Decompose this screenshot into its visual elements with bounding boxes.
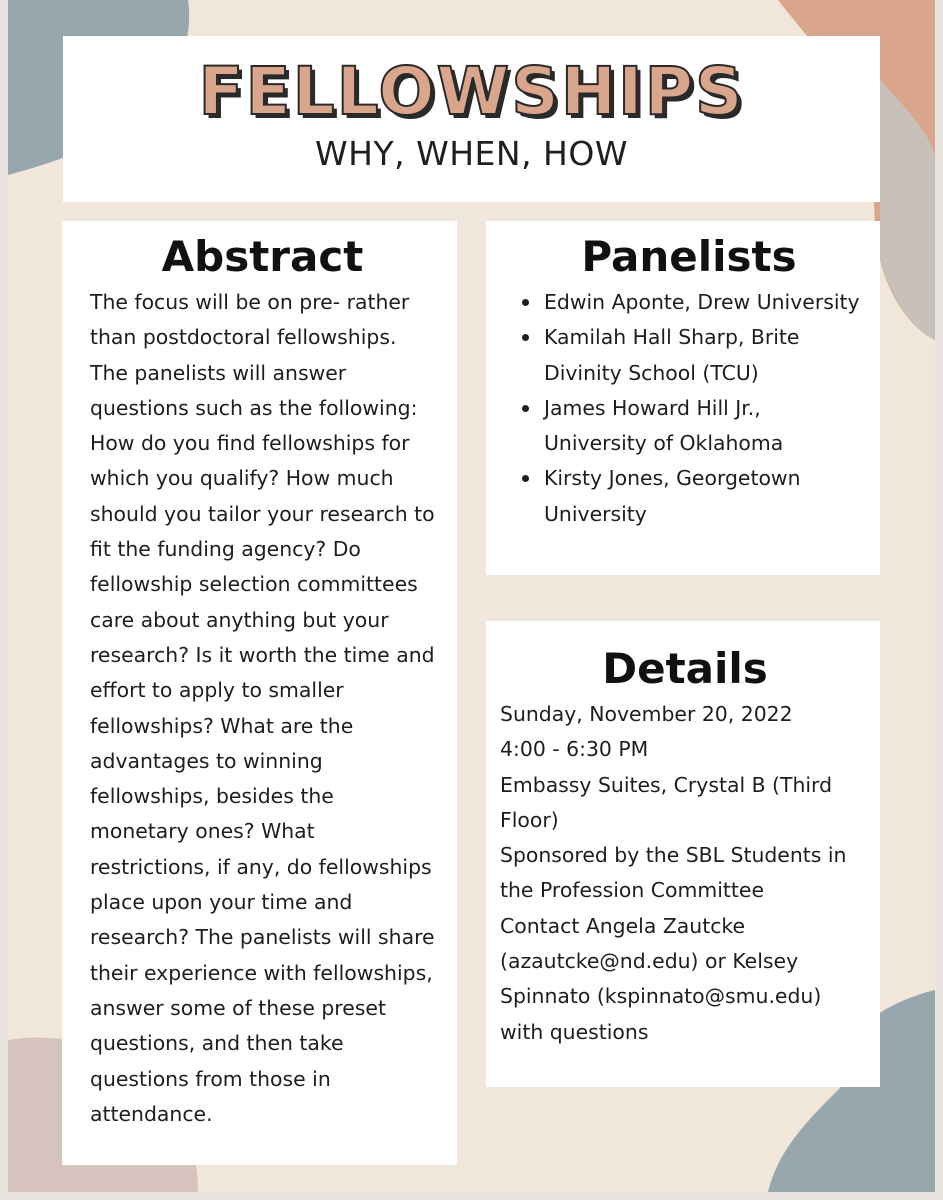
event-time: 4:00 - 6:30 PM	[500, 737, 649, 762]
panelist-item: Kirsty Jones, Georgetown University	[514, 461, 864, 532]
title-card	[63, 36, 880, 202]
abstract-text: The focus will be on pre- rather than postdoctoral fellowships. The panelists will answer questions such as the following: How do you find fellowships for which you qualify? How much should you tailor your research to fit the funding agency? Do fellowship selection committees care about anything but your research? Is it worth the time and effort to apply to smaller fellowships? What are the advantages to winning fellowships, besides the monetary ones? What restrictions, if any, do fellowships place upon your time and research? The panelists will share their experience with fellowships, answer some of these preset questions, and then take questions from those in attendance.	[90, 290, 435, 1126]
page-subtitle: WHY, WHEN, HOW	[315, 134, 628, 173]
panelists-heading: Panelists	[581, 232, 797, 281]
page-title: FELLOWSHIPS	[198, 53, 745, 130]
event-location: Embassy Suites, Crystal B (Third Floor)	[500, 772, 833, 832]
panelists-list	[514, 285, 864, 532]
event-date: Sunday, November 20, 2022	[500, 702, 793, 726]
event-contact: Contact Angela Zautcke (azautcke@nd.edu) or Kelsey Spinnato (kspinnato@smu.edu) with questions	[500, 913, 822, 1044]
abstract-card	[62, 221, 457, 1165]
details-body	[500, 697, 870, 1050]
event-sponsor: Sponsored by the SBL Students in the Profession Committee	[500, 843, 847, 903]
abstract-heading: Abstract	[161, 232, 364, 281]
panelists-card	[486, 221, 880, 575]
flyer-page	[8, 0, 935, 1192]
panelist-item: James Howard Hill Jr., University of Oklahoma	[514, 391, 864, 462]
panelist-item: Kamilah Hall Sharp, Brite Divinity School (TCU)	[514, 320, 864, 391]
details-card	[486, 621, 880, 1087]
details-heading: Details	[602, 644, 768, 693]
panelist-item: Edwin Aponte, Drew University	[514, 285, 864, 320]
